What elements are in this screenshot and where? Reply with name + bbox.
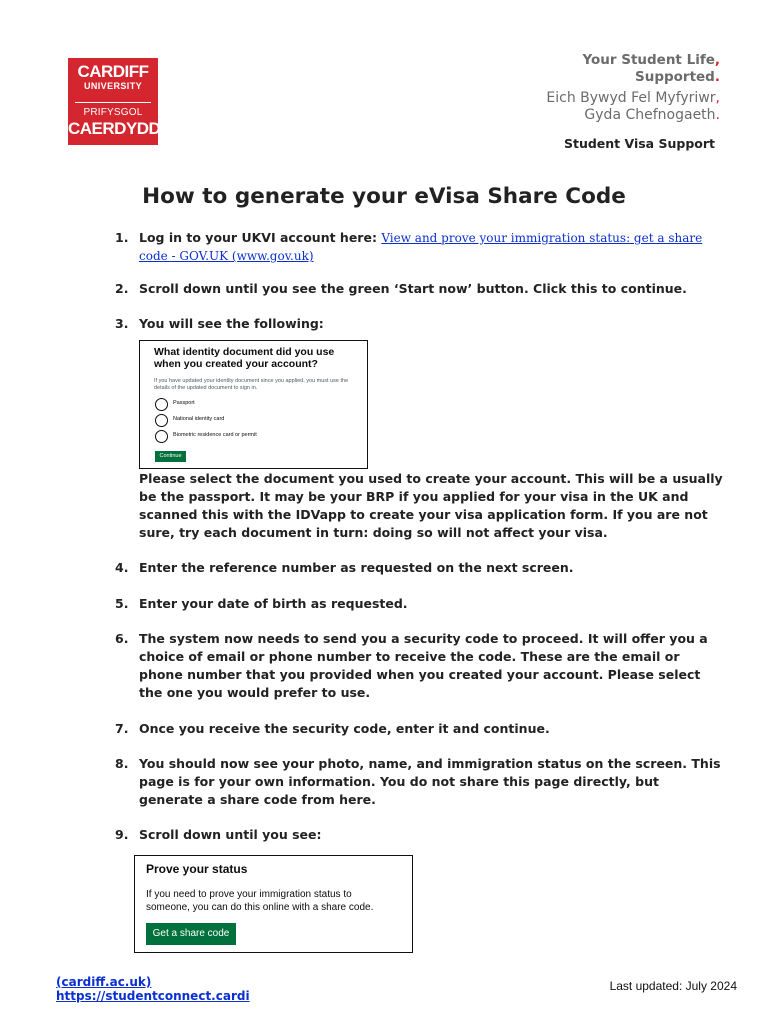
continue-button: Continue	[155, 451, 186, 462]
logo-divider	[75, 102, 151, 103]
step-number: 7.	[115, 721, 129, 736]
tagline-line-2: Supported.	[634, 69, 720, 85]
cardiff-university-logo	[68, 58, 161, 145]
step-6-text: The system now needs to send you a security code to proceed. It will offer you a choice of email or phone number to receive the code. These are the email or phone number that you provided when you created your account. Please select the one you would prefer to use.	[139, 631, 708, 700]
step-number: 8.	[115, 756, 129, 771]
radio-national-id	[155, 414, 168, 427]
prove-status-title: Prove your status	[146, 862, 248, 876]
tagline-line-3: Eich Bywyd Fel Myfyriwr,	[546, 90, 720, 106]
step-number: 2.	[115, 281, 129, 296]
footer-link-cardiff[interactable]: (cardiff.ac.uk)	[56, 975, 152, 989]
identity-question: What identity document did you use when you created your account?	[154, 346, 335, 370]
step-9-text: Scroll down until you see:	[139, 827, 322, 842]
step-4-text: Enter the reference number as requested on the next screen.	[139, 560, 574, 575]
step-number: 9.	[115, 827, 129, 842]
radio-label: National identity card	[173, 416, 225, 422]
gov-uk-share-code-link[interactable]: View and prove your immigration status: get a share code - GOV.UK (www.gov.uk)	[139, 231, 703, 263]
radio-label: Biometric residence card or permit	[173, 432, 257, 438]
step-8-text: You should now see your photo, name, and immigration status on the screen. This page is for your own information. You do not share this page directly, but generate a share code from here.	[139, 756, 721, 807]
step-5-text: Enter your date of birth as requested.	[139, 596, 408, 611]
logo-line-3: PRIFYSGOL	[83, 107, 143, 118]
tagline-line-1: Your Student Life,	[582, 52, 720, 68]
identity-hint: If you have updated your identity document since you applied, you must use the details of the updated document to sign in.	[154, 378, 349, 391]
step-1-text	[139, 229, 724, 265]
step-number: 4.	[115, 560, 129, 575]
footer-link-studentconnect[interactable]: https://studentconnect.cardi	[56, 989, 250, 1003]
step-1-label: Log in to your UKVI account here:	[139, 230, 382, 245]
radio-label: Passport	[173, 400, 195, 406]
tagline-line-4: Gyda Chefnogaeth.	[584, 107, 720, 123]
logo-line-4: CAERDYDD	[68, 119, 161, 138]
prove-status-description: If you need to prove your immigration status to someone, you can do this online with a share code.	[146, 889, 374, 913]
get-share-code-button: Get a share code	[146, 923, 236, 945]
step-number: 1.	[115, 230, 129, 245]
step-3-text: You will see the following:	[139, 316, 324, 331]
radio-brp	[155, 430, 168, 443]
last-updated: Last updated: July 2024	[609, 979, 737, 993]
step-number: 3.	[115, 316, 129, 331]
step-2-text: Scroll down until you see the green ‘Start now’ button. Click this to continue.	[139, 281, 687, 296]
logo-line-1: CARDIFF	[77, 62, 149, 81]
document-subtitle: Student Visa Support	[563, 136, 715, 151]
step-7-text: Once you receive the security code, enter it and continue.	[139, 721, 550, 736]
prove-status-screenshot	[134, 855, 413, 953]
step-3-instructions: Please select the document you used to create your account. This will be a usually be the passport. It may be your BRP if you applied for your visa in the UK and scanned this with the IDVapp to create your visa application form. If you are not sure, try each document in turn: doing so will not affect your visa.	[139, 471, 723, 540]
logo-line-2: UNIVERSITY	[83, 81, 142, 91]
step-number: 5.	[115, 596, 129, 611]
page-title: How to generate your eVisa Share Code	[142, 184, 626, 209]
radio-passport	[155, 398, 168, 411]
step-number: 6.	[115, 631, 129, 646]
identity-document-screenshot	[139, 340, 368, 469]
